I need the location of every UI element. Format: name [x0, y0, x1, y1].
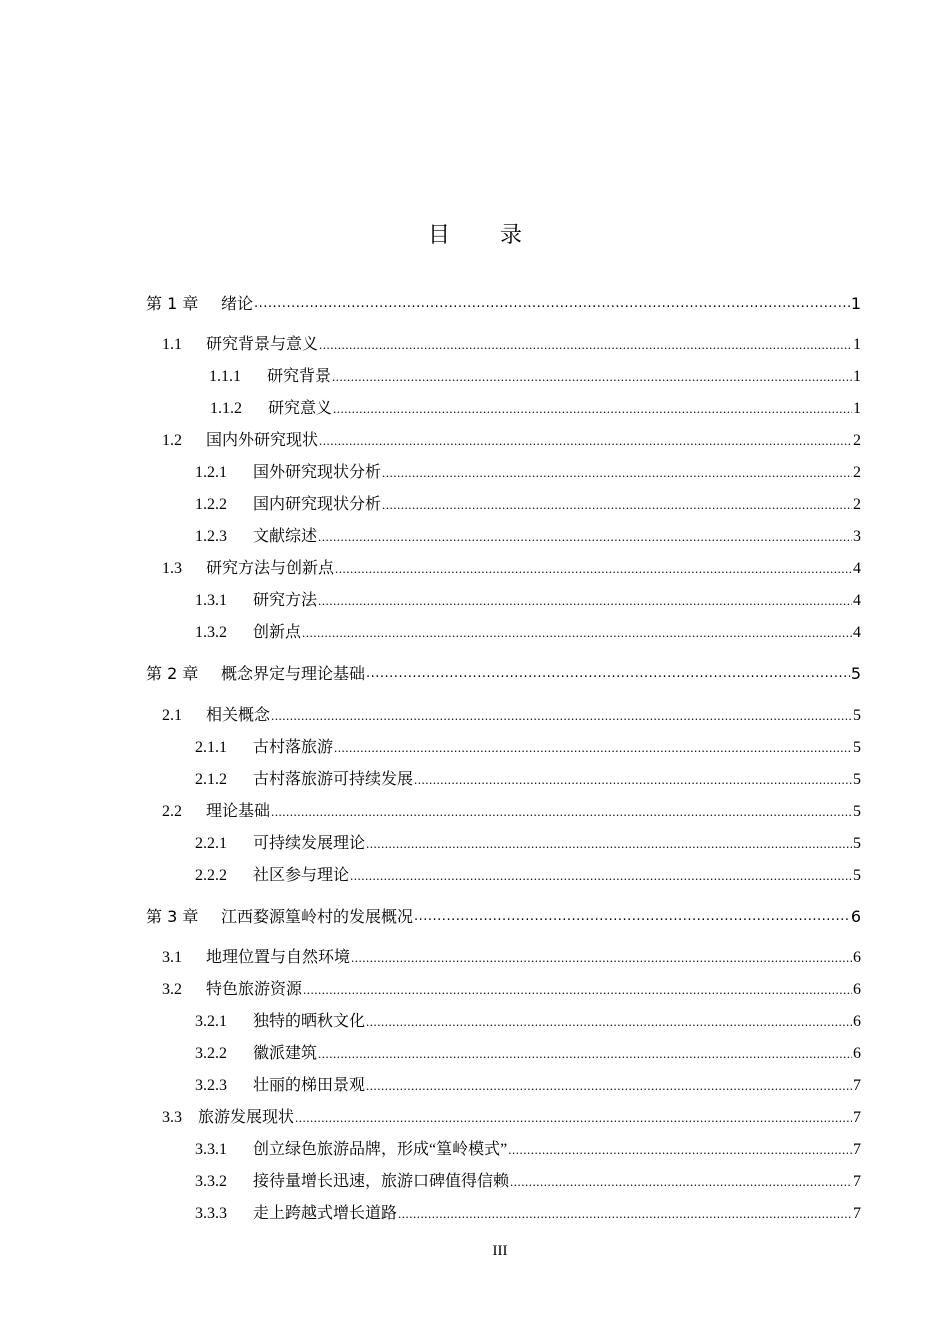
toc-leader-dots: [302, 623, 852, 643]
toc-entry-number: 2.2.1: [195, 835, 227, 852]
toc-leader-dots: [351, 948, 852, 968]
toc-entry-title: 国内研究现状分析: [253, 496, 382, 513]
toc-leader-dots: [303, 980, 852, 1000]
toc-entry-number: 1.3.2: [195, 624, 227, 641]
toc-leader-dots: [319, 431, 852, 451]
toc-entry-title: 概念界定与理论基础: [221, 664, 366, 683]
toc-entry-title: 国外研究现状分析: [253, 464, 382, 481]
toc-entry-title: 可持续发展理论: [253, 835, 366, 852]
toc-entry-number: 2.2: [162, 803, 182, 820]
toc-leader-dots: [271, 706, 852, 726]
toc-entry-number: 3.3.1: [195, 1141, 227, 1158]
toc-entry-number: 3.2.1: [195, 1013, 227, 1030]
toc-entry-title: 徽派建筑: [253, 1045, 318, 1062]
toc-entry[interactable]: [162, 798, 861, 822]
toc-leader-dots: [414, 770, 852, 790]
toc-entry[interactable]: [195, 830, 861, 854]
toc-entry-number: 1.2.2: [195, 496, 227, 513]
toc-entry-title: 江西婺源篁岭村的发展概况: [221, 907, 414, 926]
toc-entry-page: 3: [853, 528, 861, 545]
toc-entry-number: 第 2 章: [146, 664, 199, 683]
toc-entry-number: 第 3 章: [146, 907, 199, 926]
toc-leader-dots: [333, 399, 852, 419]
toc-leader-dots: [366, 1012, 852, 1032]
toc-entry[interactable]: [195, 1040, 861, 1064]
toc-entry-page: 2: [853, 432, 861, 449]
toc-entry[interactable]: [162, 976, 861, 1000]
toc-entry-title: 研究方法与创新点: [206, 560, 335, 577]
toc-entry[interactable]: [162, 702, 861, 726]
toc-entry-number: 1.3.1: [195, 592, 227, 609]
toc-entry-page: 5: [853, 835, 861, 852]
toc-entry[interactable]: [195, 587, 861, 611]
toc-entry-page: 6: [850, 907, 861, 926]
toc-title-left: 目: [427, 223, 450, 248]
toc-entry[interactable]: [195, 1136, 861, 1160]
toc-entry-number: 3.3.3: [195, 1205, 227, 1222]
toc-leader-dots: [318, 1044, 852, 1064]
toc-entry-number: 1.1.1: [209, 368, 241, 385]
toc-entry-page: 1: [850, 294, 861, 313]
toc-entry-title: 创新点: [253, 624, 302, 641]
toc-entry-page: 4: [853, 560, 861, 577]
toc-leader-dots: [318, 527, 852, 547]
toc-leader-dots: [510, 1172, 852, 1192]
toc-entry-page: 1: [853, 400, 861, 417]
toc-entry-number: 3.3.2: [195, 1173, 227, 1190]
toc-entry[interactable]: [146, 660, 861, 684]
toc-entry-title: 理论基础: [206, 803, 271, 820]
toc-entry[interactable]: [195, 619, 861, 643]
toc-leader-dots: [271, 802, 852, 822]
toc-entry-number: 1.2.3: [195, 528, 227, 545]
toc-entry-page: 5: [850, 664, 861, 683]
toc-entry-title: 绪论: [221, 294, 254, 313]
toc-entry-title: 创立绿色旅游品牌，形成“篁岭模式”: [253, 1141, 508, 1158]
toc-entry-page: 5: [853, 771, 861, 788]
toc-entry[interactable]: [162, 331, 861, 355]
toc-entry-page: 6: [853, 1013, 861, 1030]
toc-entry-page: 6: [853, 1045, 861, 1062]
toc-entry[interactable]: [195, 766, 861, 790]
toc-entry-number: 1.2.1: [195, 464, 227, 481]
toc-leader-dots: [350, 866, 852, 886]
toc-leader-dots: [414, 907, 850, 927]
toc-entry[interactable]: [195, 1168, 861, 1192]
toc-entry-number: 1.1.2: [210, 400, 242, 417]
toc-entry-number: 3.1: [162, 949, 182, 966]
toc-entry-page: 7: [853, 1109, 861, 1126]
toc-entry[interactable]: [195, 523, 861, 547]
page-number: III: [492, 1243, 508, 1259]
toc-entry-number: 2.1.2: [195, 771, 227, 788]
toc-entry-page: 1: [853, 336, 861, 353]
toc-entry-title: 研究方法: [253, 592, 318, 609]
toc-leader-dots: [295, 1108, 852, 1128]
toc-entry[interactable]: [195, 862, 861, 886]
toc-entry-number: 1.3: [162, 560, 182, 577]
toc-entry-title: 独特的晒秋文化: [253, 1013, 366, 1030]
toc-entry-page: 7: [853, 1173, 861, 1190]
toc-entry[interactable]: [162, 555, 861, 579]
toc-entry[interactable]: [146, 290, 861, 314]
toc-entry-number: 1.2: [162, 432, 182, 449]
toc-title-right: 录: [500, 223, 523, 248]
toc-entry-title: 壮丽的梯田景观: [253, 1077, 366, 1094]
toc-entry-page: 7: [853, 1077, 861, 1094]
toc-entry-page: 4: [853, 592, 861, 609]
toc-entry-page: 2: [853, 464, 861, 481]
toc-entry-number: 3.2: [162, 981, 182, 998]
toc-entry-page: 6: [853, 981, 861, 998]
toc-entry-title: 相关概念: [206, 707, 271, 724]
toc-entry-title: 特色旅游资源: [206, 981, 303, 998]
toc-entry-number: 2.1: [162, 707, 182, 724]
toc-entry[interactable]: [195, 1008, 861, 1032]
toc-entry[interactable]: [209, 363, 861, 387]
toc-entry-title: 国内外研究现状: [206, 432, 319, 449]
toc-entry[interactable]: [146, 903, 861, 927]
toc-entry-title: 社区参与理论: [253, 867, 350, 884]
toc-entry-page: 7: [853, 1205, 861, 1222]
toc-leader-dots: [508, 1140, 852, 1160]
toc-entry-number: 3.2.3: [195, 1077, 227, 1094]
toc-leader-dots: [382, 463, 852, 483]
toc-entry-number: 2.1.1: [195, 739, 227, 756]
toc-entry-title: 走上跨越式增长道路: [253, 1205, 398, 1222]
toc-entry-page: 5: [853, 867, 861, 884]
toc-leader-dots: [332, 367, 852, 387]
toc-entry-number: 第 1 章: [146, 294, 199, 313]
toc-entry[interactable]: [195, 1200, 861, 1224]
toc-entry-page: 2: [853, 496, 861, 513]
toc-leader-dots: [319, 335, 852, 355]
toc-entry-page: 7: [853, 1141, 861, 1158]
toc-leader-dots: [366, 834, 852, 854]
toc-entry-page: 5: [853, 739, 861, 756]
toc-entry-title: 研究背景与意义: [206, 336, 319, 353]
toc-entry[interactable]: [162, 1104, 861, 1128]
toc-leader-dots: [366, 1076, 852, 1096]
toc-entry-title: 研究背景: [267, 368, 332, 385]
toc-entry-title: 接待量增长迅速，旅游口碑值得信赖: [253, 1173, 510, 1190]
toc-leader-dots: [382, 495, 852, 515]
toc-entry-page: 1: [853, 368, 861, 385]
toc-entry-number: 3.3: [162, 1109, 182, 1126]
toc-entry[interactable]: [195, 1072, 861, 1096]
toc-entry[interactable]: [195, 734, 861, 758]
toc-leader-dots: [318, 591, 852, 611]
toc-entry-title: 古村落旅游可持续发展: [253, 771, 414, 788]
toc-entry[interactable]: [195, 459, 861, 483]
toc-entry-page: 5: [853, 803, 861, 820]
toc-entry-page: 4: [853, 624, 861, 641]
toc-entry-title: 研究意义: [268, 400, 333, 417]
toc-entry-number: 2.2.2: [195, 867, 227, 884]
toc-leader-dots: [335, 559, 852, 579]
toc-entry[interactable]: [162, 944, 861, 968]
toc-leader-dots: [366, 664, 850, 684]
toc-entry[interactable]: [195, 491, 861, 515]
toc-entry[interactable]: [210, 395, 861, 419]
toc-entry-page: 5: [853, 707, 861, 724]
toc-entry-number: 1.1: [162, 336, 182, 353]
toc-entry-number: 3.2.2: [195, 1045, 227, 1062]
toc-leader-dots: [254, 294, 850, 314]
toc-leader-dots: [398, 1204, 852, 1224]
toc-title: [0, 218, 950, 249]
toc-entry-page: 6: [853, 949, 861, 966]
toc-entry-title: 地理位置与自然环境: [206, 949, 351, 966]
toc-entry[interactable]: [162, 427, 861, 451]
toc-leader-dots: [334, 738, 852, 758]
toc-entry-title: 文献综述: [253, 528, 318, 545]
toc-entry-title: 旅游发展现状: [198, 1109, 295, 1126]
toc-entry-title: 古村落旅游: [253, 739, 334, 756]
